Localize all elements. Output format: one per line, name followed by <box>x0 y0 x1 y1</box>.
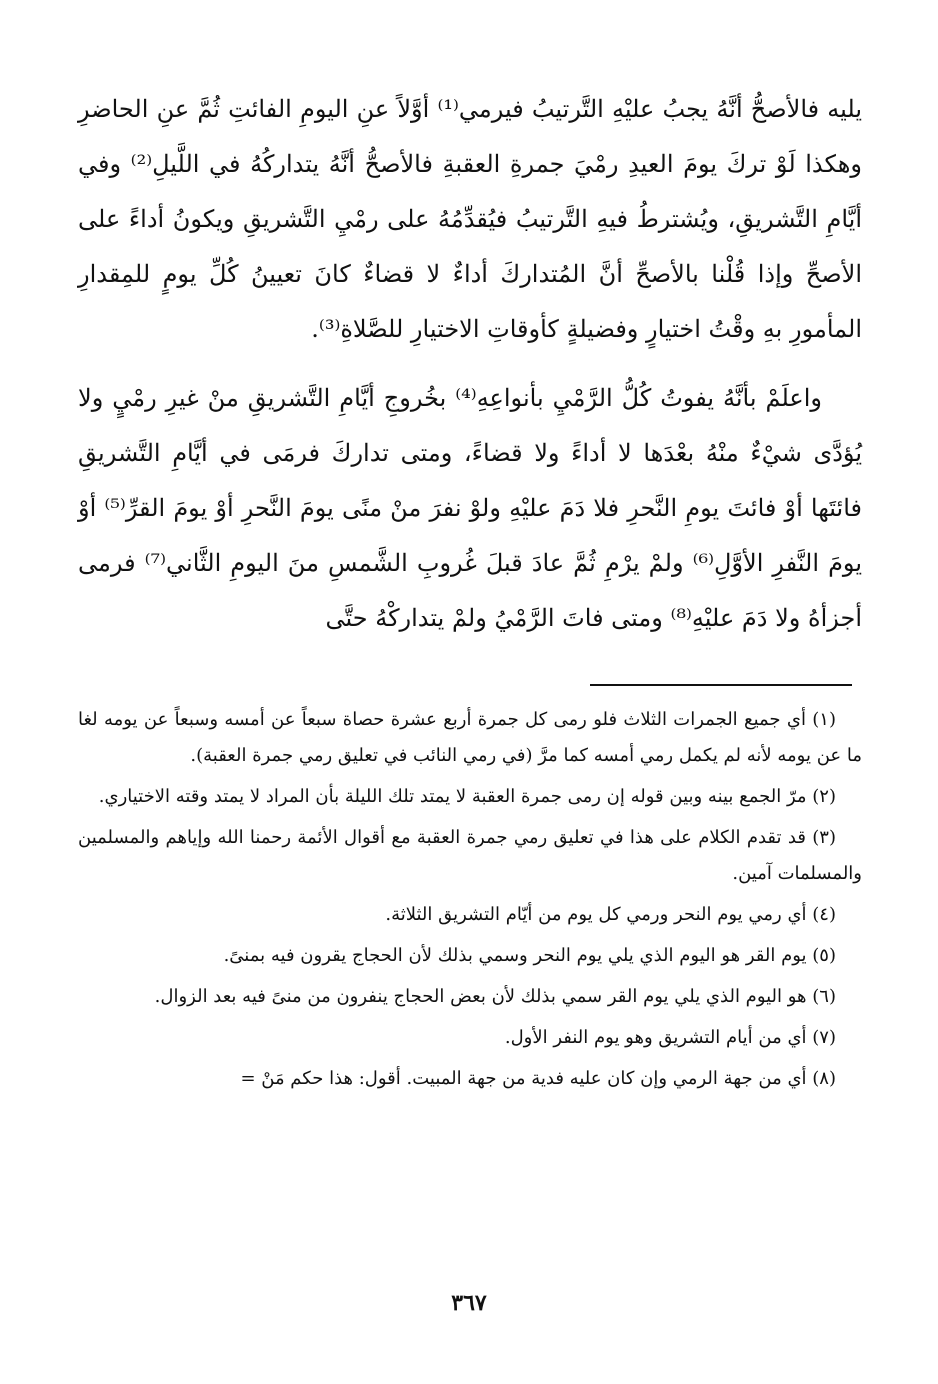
footnote-7: (٧) أي من أيام التشريق وهو يوم النفر الأول. <box>504 1027 836 1048</box>
page-number: ٣٦٧ <box>451 1290 487 1316</box>
footnote-5: (٥) يوم القر هو اليوم الذي يلي يوم النحر وسمي بذلك لأن الحجاج يقرون فيه بمنىً. <box>223 945 836 966</box>
footnote-separator <box>590 684 852 686</box>
footnote-8: (٨) أي من جهة الرمي وإن كان عليه فدية من جهة المبيت. أقول: هذا حكم مَنْ = <box>240 1068 836 1089</box>
footnote-4: (٤) أي رمي يوم النحر ورمي كل يوم من أيّام التشريق الثلاثة. <box>385 904 836 925</box>
footnote-6: (٦) هو اليوم الذي يلي يوم القر سمي بذلك لأن بعض الحجاج ينفرون من منىً فيه بعد الزوال. <box>154 986 836 1007</box>
footnote-2: (٢) مرّ الجمع بينه وبين قوله إن رمى جمرة العقبة لا يمتد تلك الليلة بأن المراد لا يمتد وقته الاختياري. <box>98 786 836 807</box>
main-paragraph-2: واعلَمْ بأنَّهُ يفوتُ كُلُّ الرَّمْيِ بأنواعِهِ⁽⁴⁾ بخُروجِ أيَّامِ التَّشريقِ منْ غيرِ رمْيٍ ولا يُؤدَّى شيْءٌ منْهُ بعْدَها لا أداءً ولا قضاءً، ومتى تداركَ فرمَى في أيَّامِ التَّشريقِ فائتَها أوْ فائتَ يومِ النَّحرِ فلا دَمَ عليْهِ ولوْ نفرَ منْ منًى يومَ النَّحرِ أوْ يومَ القرِّ⁽⁵⁾ أوْ يومَ النَّفرِ الأوَّلِ⁽⁶⁾ ولمْ يرْمِ ثُمَّ عادَ قبلَ غُروبِ الشَّمسِ منَ اليومِ الثَّاني⁽⁷⁾ فرمى أجزأهُ ولا دَمَ عليْهِ⁽⁸⁾ ومتى فاتَ الرَّمْيُ ولمْ يتداركْهُ حتَّى <box>78 384 863 632</box>
footnote-1: (١) أي جميع الجمرات الثلاث فلو رمى كل جمرة أربع عشرة حصاة سبعاً عن أمسه وسبعاً عن يومه لغا ما عن يومه لأنه لم يكمل رمي أمسه كما مرَّ (في رمي النائب في تعليق رمي جمرة العقبة). <box>78 709 862 766</box>
main-text <box>78 82 862 646</box>
footnotes <box>78 702 862 1102</box>
main-paragraph-1: يليه فالأصحُّ أنَّهُ يجبُ عليْهِ التَّرتيبُ فيرمي⁽¹⁾ أوَّلاً عنِ اليومِ الفائتِ ثُمَّ عنِ الحاضرِ وهكذا لَوْ تركَ يومَ العيدِ رمْيَ جمرةِ العقبةِ فالأصحُّ أنَّهُ يتداركُهُ في اللَّيلِ⁽²⁾ وفي أيَّامِ التَّشريقِ، ويُشترطُ فيهِ التَّرتيبُ فيُقدِّمُهُ على رمْيِ التَّشريقِ ويكونُ أداءً على الأصحِّ وإذا قُلْنا بالأصحِّ أنَّ المُتداركَ أداءٌ لا قضاءٌ كانَ تعيينُ كُلِّ يومٍ للمِقدارِ المأمورِ بهِ وقْتُ اختيارٍ وفضيلةٍ كأوقاتِ الاختيارِ للصَّلاةِ⁽³⁾. <box>78 95 863 343</box>
footnote-3: (٣) قد تقدم الكلام على هذا في تعليق رمي جمرة العقبة مع أقوال الأئمة رحمنا الله وإياهم والمسلمين والمسلمات آمين. <box>78 827 862 884</box>
